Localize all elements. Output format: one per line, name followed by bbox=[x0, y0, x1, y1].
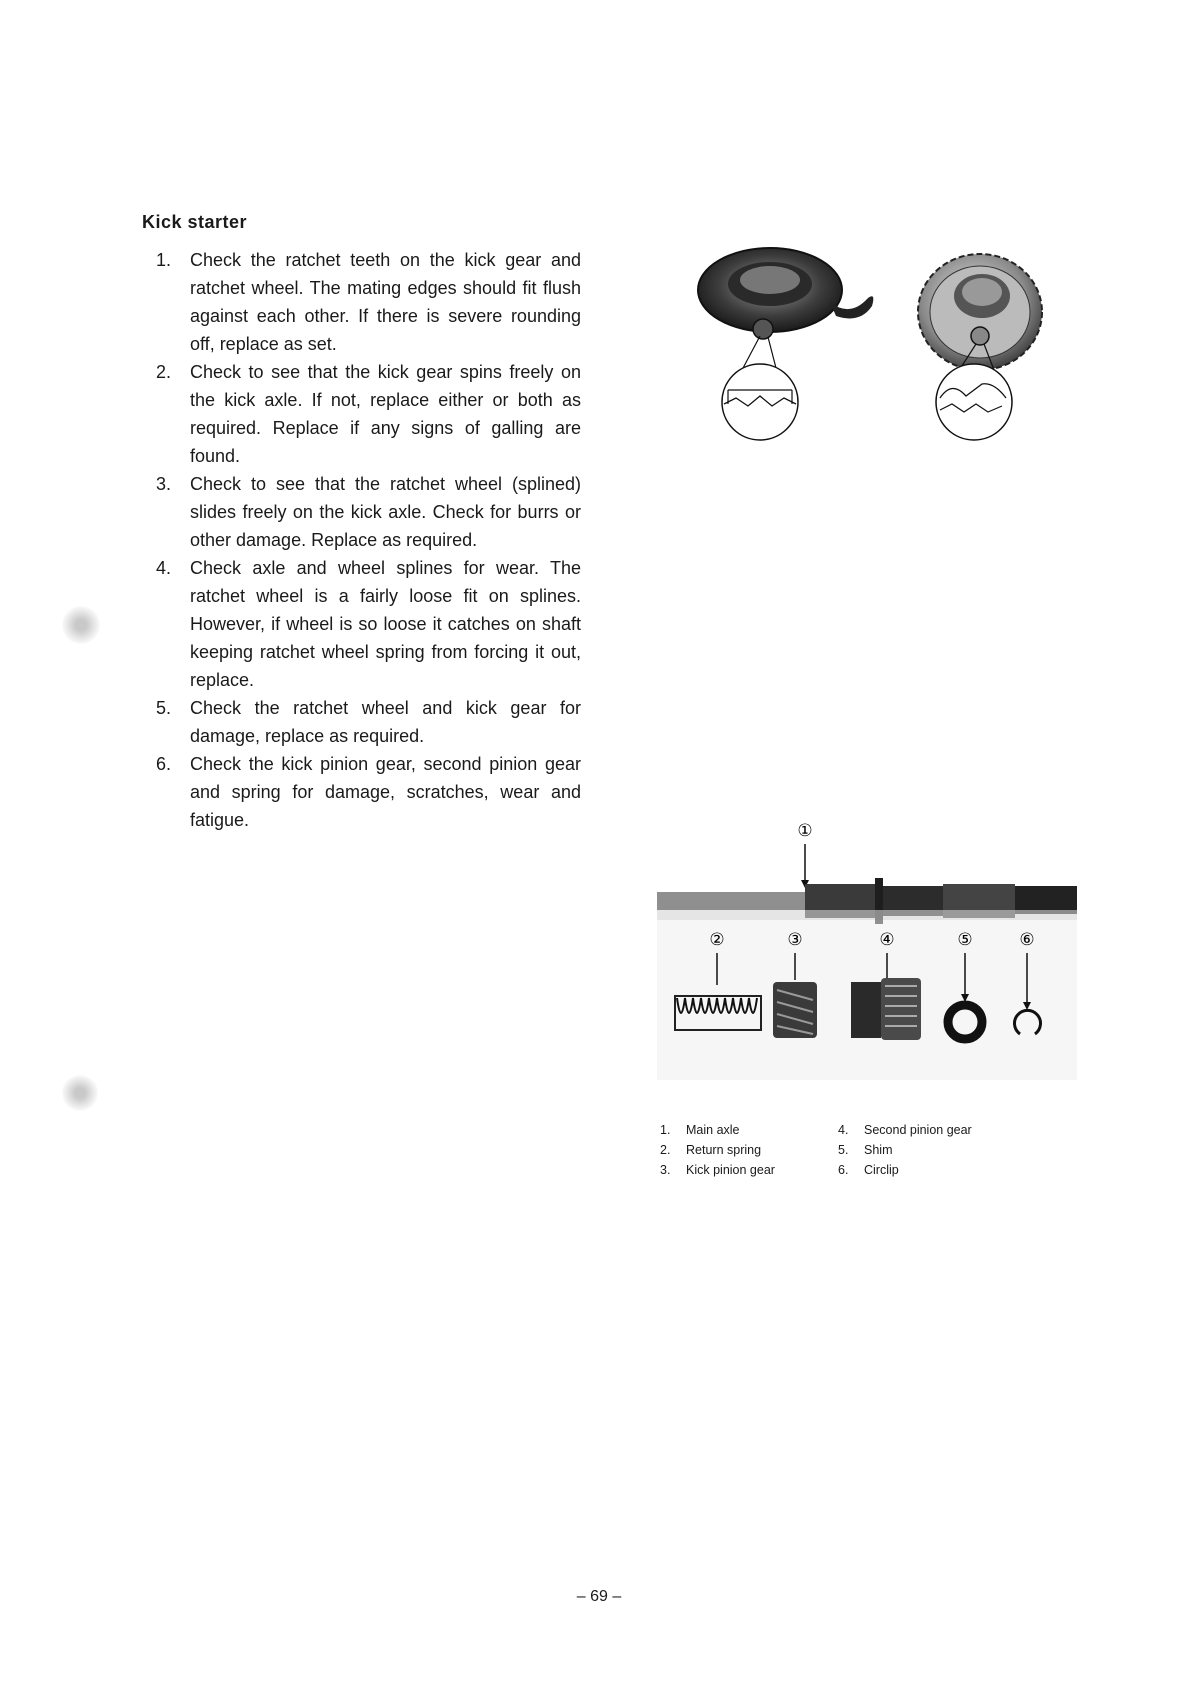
legend-number: 6. bbox=[838, 1163, 849, 1177]
legend-label: Return spring bbox=[686, 1143, 762, 1157]
legend-label: Second pinion gear bbox=[864, 1123, 972, 1137]
callout-2: ② bbox=[709, 930, 725, 950]
callout-1: ① bbox=[797, 821, 813, 841]
step-item bbox=[156, 554, 581, 694]
step-number: 6. bbox=[156, 754, 172, 774]
step-item bbox=[156, 750, 581, 834]
scan-speck bbox=[62, 606, 100, 644]
step-text: Check to see that the kick gear spins freely on the kick axle. If not, replace either or both as required. Replace if any signs of galling are found. bbox=[190, 362, 581, 466]
step-number: 4. bbox=[156, 558, 172, 578]
legend-column-left bbox=[660, 1120, 775, 1180]
legend-label: Shim bbox=[864, 1143, 893, 1157]
legend-number: 2. bbox=[660, 1143, 671, 1157]
step-item bbox=[156, 694, 581, 750]
step-text: Check to see that the ratchet wheel (splined) slides freely on the kick axle. Check for burrs or other damage. Replace as required. bbox=[190, 474, 581, 550]
step-item bbox=[156, 358, 581, 470]
legend-label: Kick pinion gear bbox=[686, 1163, 775, 1177]
ratchet-wheel bbox=[698, 248, 873, 339]
step-text: Check axle and wheel splines for wear. The ratchet wheel is a fairly loose fit on splines. However, if wheel is so loose it catches on shaft keeping ratchet wheel spring from forcing it out, replace. bbox=[190, 558, 581, 690]
legend-number: 5. bbox=[838, 1143, 849, 1157]
callout-3: ③ bbox=[787, 930, 803, 950]
legend-item bbox=[660, 1160, 775, 1180]
legend-number: 3. bbox=[660, 1163, 671, 1177]
kick-pinion-gear bbox=[773, 982, 817, 1038]
second-pinion-gear bbox=[851, 978, 921, 1040]
step-number: 1. bbox=[156, 250, 172, 270]
legend-number: 1. bbox=[660, 1123, 671, 1137]
page-number: – 69 – bbox=[576, 1588, 622, 1605]
scan-speck bbox=[62, 1075, 98, 1111]
tooth-detail-left bbox=[722, 336, 798, 440]
legend-item bbox=[660, 1120, 775, 1140]
legend-number: 4. bbox=[838, 1123, 849, 1137]
legend-label: Main axle bbox=[686, 1123, 740, 1137]
legend-label: Circlip bbox=[864, 1163, 899, 1177]
section-heading: Kick starter bbox=[142, 212, 248, 232]
legend-item bbox=[660, 1140, 775, 1160]
step-text: Check the ratchet wheel and kick gear for damage, replace as required. bbox=[190, 698, 581, 746]
callout-5: ⑤ bbox=[957, 930, 973, 950]
step-item bbox=[156, 246, 581, 358]
ratchet-gear-photo bbox=[690, 240, 1100, 480]
main-axle bbox=[657, 878, 1077, 924]
legend-item bbox=[838, 1120, 972, 1140]
main-axle-photo bbox=[655, 820, 1085, 1090]
step-text: Check the kick pinion gear, second pinion gear and spring for damage, scratches, wear and fatigue. bbox=[190, 754, 581, 830]
step-item bbox=[156, 470, 581, 554]
legend-item bbox=[838, 1160, 972, 1180]
step-number: 5. bbox=[156, 698, 172, 718]
step-number: 3. bbox=[156, 474, 172, 494]
legend-column-right bbox=[838, 1120, 972, 1180]
step-text: Check the ratchet teeth on the kick gear and ratchet wheel. The mating edges should fit flush against each other. If there is severe rounding off, replace as set. bbox=[190, 250, 581, 354]
callout-6: ⑥ bbox=[1019, 930, 1035, 950]
step-number: 2. bbox=[156, 362, 172, 382]
inspection-steps bbox=[156, 246, 581, 834]
legend-item bbox=[838, 1140, 972, 1160]
callout-4: ④ bbox=[879, 930, 895, 950]
kick-gear bbox=[918, 254, 1042, 370]
